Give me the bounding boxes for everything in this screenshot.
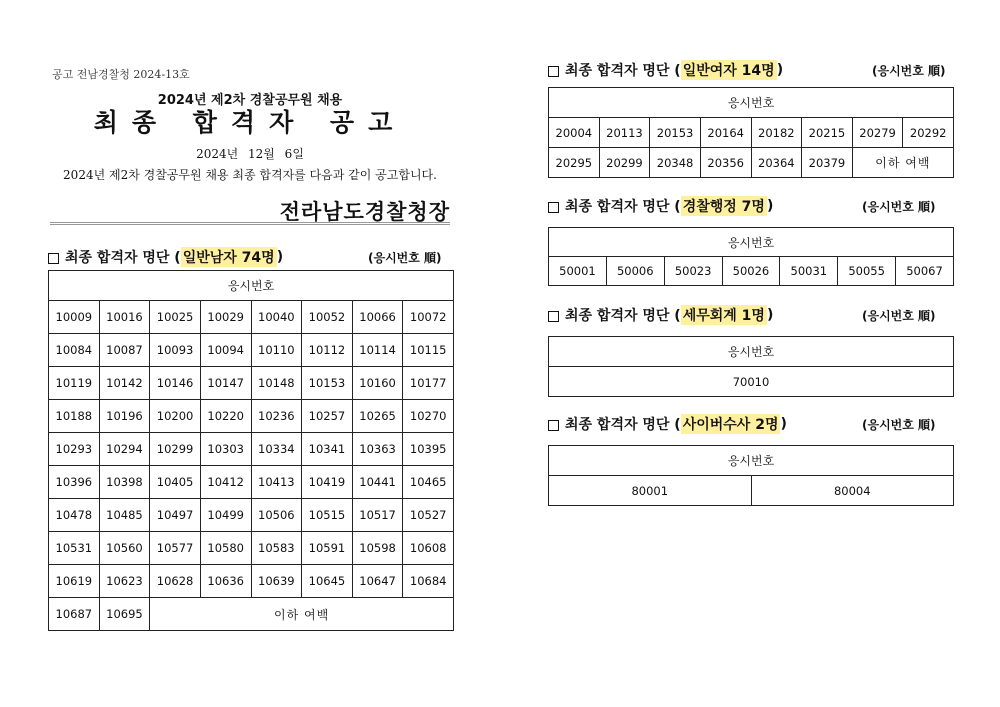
exam-number-cell: 20004 bbox=[549, 118, 600, 148]
exam-number-cell: 10577 bbox=[150, 532, 201, 565]
exam-number-cell: 10517 bbox=[352, 499, 403, 532]
section-suffix: ) bbox=[276, 249, 284, 265]
table-police-admin bbox=[548, 227, 954, 286]
section-suffix: ) bbox=[776, 62, 784, 78]
exam-number-cell: 50031 bbox=[780, 257, 838, 286]
exam-number-cell: 10478 bbox=[49, 499, 100, 532]
section-category: 경찰행정 7명 bbox=[681, 196, 767, 216]
exam-number-cell: 80001 bbox=[549, 476, 752, 506]
exam-number-cell: 10628 bbox=[150, 565, 201, 598]
exam-number-cell: 10405 bbox=[150, 466, 201, 499]
section-heading-general-male bbox=[48, 247, 283, 267]
document-subtitle: 2024년 제2차 경찰공무원 채용 bbox=[157, 93, 343, 108]
table-general-female bbox=[548, 87, 954, 178]
exam-number-cell: 10412 bbox=[200, 466, 251, 499]
blank-remainder-cell: 이하 여백 bbox=[150, 598, 454, 631]
column-header: 응시번호 bbox=[549, 337, 954, 367]
section-suffix: ) bbox=[780, 416, 787, 432]
column-header: 응시번호 bbox=[549, 88, 954, 118]
announcement-date: 2024년 12월 6일 bbox=[196, 147, 304, 161]
exam-number-cell: 10413 bbox=[251, 466, 302, 499]
table-row bbox=[549, 367, 954, 397]
exam-number-cell: 20364 bbox=[751, 148, 802, 178]
exam-number-cell: 10485 bbox=[99, 499, 150, 532]
exam-number-cell: 10093 bbox=[150, 334, 201, 367]
table-row bbox=[49, 433, 454, 466]
table-tax-accounting bbox=[548, 336, 954, 397]
exam-number-cell: 20348 bbox=[650, 148, 701, 178]
exam-number-cell: 10499 bbox=[200, 499, 251, 532]
table-row bbox=[49, 367, 454, 400]
exam-number-cell: 10200 bbox=[150, 400, 201, 433]
exam-number-cell: 10148 bbox=[251, 367, 302, 400]
exam-number-cell: 20215 bbox=[802, 118, 853, 148]
exam-number-cell: 10110 bbox=[251, 334, 302, 367]
exam-number-cell: 10419 bbox=[302, 466, 353, 499]
table-row bbox=[549, 476, 954, 506]
exam-number-cell: 10112 bbox=[302, 334, 353, 367]
exam-number-cell: 10160 bbox=[352, 367, 403, 400]
order-label: (응시번호 順) bbox=[862, 200, 936, 214]
exam-number-cell: 10608 bbox=[403, 532, 454, 565]
exam-number-cell: 10647 bbox=[352, 565, 403, 598]
exam-number-cell: 20356 bbox=[700, 148, 751, 178]
exam-number-cell: 10341 bbox=[302, 433, 353, 466]
section-prefix: 최종 합격자 명단 ( bbox=[65, 250, 181, 266]
order-label: (응시번호 順) bbox=[368, 251, 442, 265]
exam-number-cell: 10087 bbox=[99, 334, 150, 367]
exam-number-cell: 70010 bbox=[549, 367, 954, 397]
exam-number-cell: 80004 bbox=[751, 476, 954, 506]
section-category: 사이버수사 2명 bbox=[681, 414, 781, 434]
exam-number-cell: 20299 bbox=[599, 148, 650, 178]
exam-number-cell: 10580 bbox=[200, 532, 251, 565]
section-category: 일반여자 14명 bbox=[681, 60, 777, 80]
exam-number-cell: 10636 bbox=[200, 565, 251, 598]
exam-number-cell: 50055 bbox=[838, 257, 896, 286]
exam-number-cell: 10684 bbox=[403, 565, 454, 598]
section-suffix: ) bbox=[766, 198, 774, 214]
column-header: 응시번호 bbox=[549, 228, 954, 257]
table-general-male bbox=[48, 270, 454, 631]
table-cyber-investigation bbox=[548, 445, 954, 506]
exam-number-cell: 10094 bbox=[200, 334, 251, 367]
order-label: (응시번호 順) bbox=[872, 64, 946, 78]
exam-number-cell: 10294 bbox=[99, 433, 150, 466]
section-prefix: 최종 합격자 명단 ( bbox=[565, 417, 681, 433]
exam-number-cell: 10153 bbox=[302, 367, 353, 400]
exam-number-cell: 10115 bbox=[403, 334, 454, 367]
table-row bbox=[49, 532, 454, 565]
exam-number-cell: 10497 bbox=[150, 499, 201, 532]
exam-number-cell: 50023 bbox=[664, 257, 722, 286]
section-category: 일반남자 74명 bbox=[181, 247, 277, 267]
exam-number-cell: 10583 bbox=[251, 532, 302, 565]
exam-number-cell: 10119 bbox=[49, 367, 100, 400]
section-prefix: 최종 합격자 명단 ( bbox=[565, 63, 681, 79]
exam-number-cell: 10142 bbox=[99, 367, 150, 400]
exam-number-cell: 20292 bbox=[903, 118, 954, 148]
exam-number-cell: 10220 bbox=[200, 400, 251, 433]
exam-number-cell: 10009 bbox=[49, 301, 100, 334]
exam-number-cell: 10114 bbox=[352, 334, 403, 367]
exam-number-cell: 20153 bbox=[650, 118, 701, 148]
checkbox-icon bbox=[548, 202, 559, 213]
checkbox-icon bbox=[548, 420, 559, 431]
exam-number-cell: 10066 bbox=[352, 301, 403, 334]
announcement-text: 2024년 제2차 경찰공무원 채용 최종 합격자를 다음과 같이 공고합니다. bbox=[63, 168, 437, 182]
table-row bbox=[49, 499, 454, 532]
table-row bbox=[549, 257, 954, 286]
exam-number-cell: 10398 bbox=[99, 466, 150, 499]
table-row bbox=[49, 466, 454, 499]
exam-number-cell: 10040 bbox=[251, 301, 302, 334]
exam-number-cell: 10293 bbox=[49, 433, 100, 466]
section-category: 세무회계 1명 bbox=[681, 305, 767, 325]
section-prefix: 최종 합격자 명단 ( bbox=[565, 308, 681, 324]
exam-number-cell: 10236 bbox=[251, 400, 302, 433]
checkbox-icon bbox=[548, 311, 559, 322]
column-header: 응시번호 bbox=[49, 271, 454, 301]
exam-number-cell: 10687 bbox=[49, 598, 100, 631]
exam-number-cell: 10177 bbox=[403, 367, 454, 400]
section-prefix: 최종 합격자 명단 ( bbox=[565, 199, 681, 215]
exam-number-cell: 10072 bbox=[403, 301, 454, 334]
issuer-name: 전라남도경찰청장 bbox=[279, 199, 450, 224]
exam-number-cell: 10396 bbox=[49, 466, 100, 499]
column-header: 응시번호 bbox=[549, 446, 954, 476]
exam-number-cell: 10025 bbox=[150, 301, 201, 334]
exam-number-cell: 50006 bbox=[606, 257, 664, 286]
checkbox-icon bbox=[548, 66, 559, 77]
table-row bbox=[49, 598, 454, 631]
exam-number-cell: 20379 bbox=[802, 148, 853, 178]
exam-number-cell: 10257 bbox=[302, 400, 353, 433]
exam-number-cell: 10506 bbox=[251, 499, 302, 532]
section-heading-tax-accounting bbox=[548, 305, 773, 325]
exam-number-cell: 10619 bbox=[49, 565, 100, 598]
exam-number-cell: 20182 bbox=[751, 118, 802, 148]
exam-number-cell: 10465 bbox=[403, 466, 454, 499]
exam-number-cell: 10639 bbox=[251, 565, 302, 598]
exam-number-cell: 50001 bbox=[549, 257, 607, 286]
document-title: 최종 합격자 공고 bbox=[93, 108, 407, 137]
exam-number-cell: 20279 bbox=[852, 118, 903, 148]
section-heading-police-admin bbox=[548, 196, 773, 216]
table-row bbox=[49, 334, 454, 367]
table-row bbox=[49, 400, 454, 433]
exam-number-cell: 10146 bbox=[150, 367, 201, 400]
document-number: 공고 전남경찰청 2024-13호 bbox=[52, 68, 190, 81]
exam-number-cell: 10363 bbox=[352, 433, 403, 466]
exam-number-cell: 10695 bbox=[99, 598, 150, 631]
exam-number-cell: 10531 bbox=[49, 532, 100, 565]
section-suffix: ) bbox=[766, 307, 774, 323]
order-label: (응시번호 順) bbox=[862, 309, 936, 323]
exam-number-cell: 10270 bbox=[403, 400, 454, 433]
exam-number-cell: 10515 bbox=[302, 499, 353, 532]
exam-number-cell: 10623 bbox=[99, 565, 150, 598]
table-row bbox=[49, 565, 454, 598]
exam-number-cell: 10560 bbox=[99, 532, 150, 565]
exam-number-cell: 10299 bbox=[150, 433, 201, 466]
exam-number-cell: 10334 bbox=[251, 433, 302, 466]
exam-number-cell: 10303 bbox=[200, 433, 251, 466]
header-divider bbox=[50, 222, 450, 225]
section-heading-general-female bbox=[548, 60, 783, 80]
exam-number-cell: 10527 bbox=[403, 499, 454, 532]
exam-number-cell: 10029 bbox=[200, 301, 251, 334]
exam-number-cell: 20164 bbox=[700, 118, 751, 148]
exam-number-cell: 20113 bbox=[599, 118, 650, 148]
exam-number-cell: 50026 bbox=[722, 257, 780, 286]
table-row bbox=[549, 118, 954, 148]
exam-number-cell: 10591 bbox=[302, 532, 353, 565]
exam-number-cell: 10052 bbox=[302, 301, 353, 334]
exam-number-cell: 20295 bbox=[549, 148, 600, 178]
exam-number-cell: 50067 bbox=[896, 257, 954, 286]
table-row bbox=[49, 301, 454, 334]
exam-number-cell: 10598 bbox=[352, 532, 403, 565]
order-label: (응시번호 順) bbox=[862, 418, 936, 432]
exam-number-cell: 10084 bbox=[49, 334, 100, 367]
exam-number-cell: 10147 bbox=[200, 367, 251, 400]
exam-number-cell: 10441 bbox=[352, 466, 403, 499]
exam-number-cell: 10016 bbox=[99, 301, 150, 334]
exam-number-cell: 10395 bbox=[403, 433, 454, 466]
exam-number-cell: 10196 bbox=[99, 400, 150, 433]
section-heading-cyber-investigation bbox=[548, 414, 787, 434]
blank-remainder-cell: 이하 여백 bbox=[852, 148, 953, 178]
exam-number-cell: 10188 bbox=[49, 400, 100, 433]
checkbox-icon bbox=[48, 253, 59, 264]
exam-number-cell: 10265 bbox=[352, 400, 403, 433]
exam-number-cell: 10645 bbox=[302, 565, 353, 598]
table-row bbox=[549, 148, 954, 178]
